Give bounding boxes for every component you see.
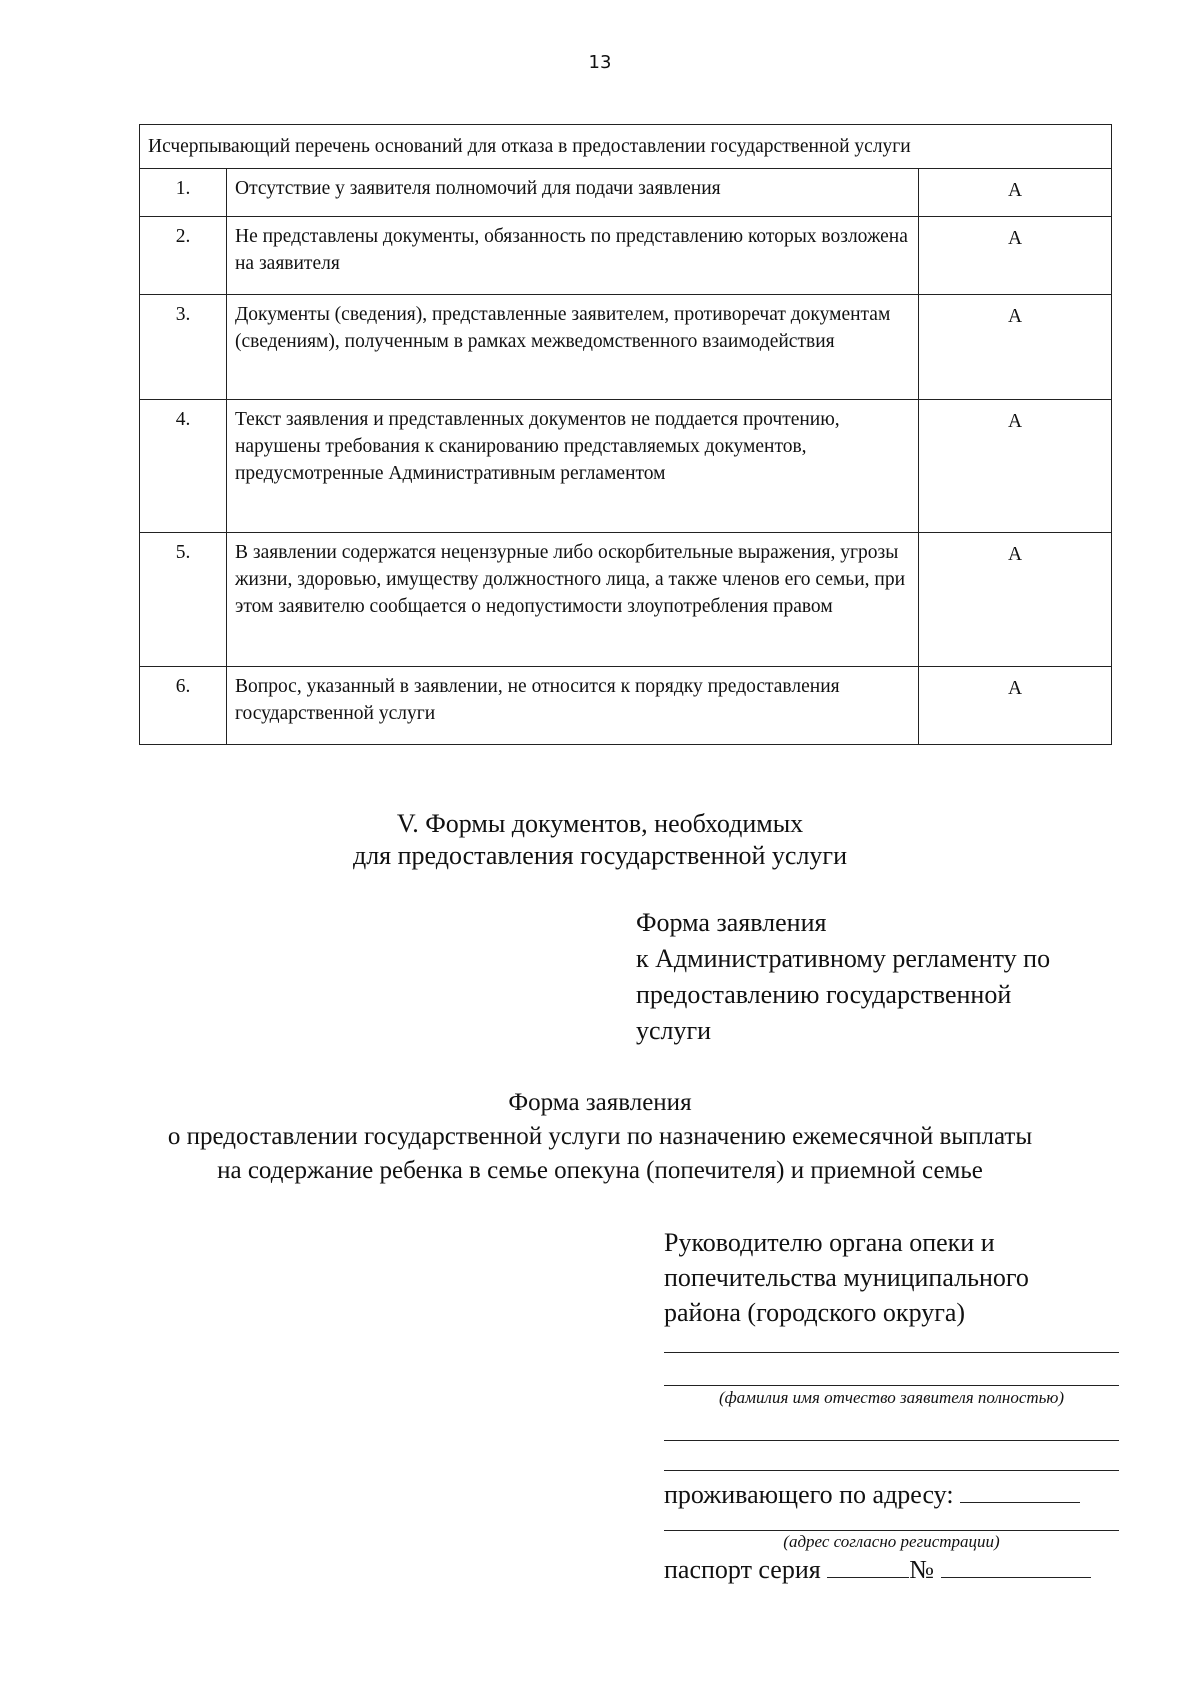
row-text: Вопрос, указанный в заявлении, не относится к порядку предоставления государственной услуги [227, 667, 919, 745]
page-number: 13 [588, 52, 612, 73]
applicant-name-line[interactable] [664, 1385, 1119, 1386]
row-code: А [919, 400, 1112, 533]
table-row [140, 533, 1112, 667]
table-header-row [140, 125, 1112, 169]
addressee-line: района (городского округа) [664, 1298, 966, 1327]
table-row [140, 169, 1112, 217]
table-row [140, 217, 1112, 295]
blank-line[interactable] [664, 1440, 1119, 1441]
address-line[interactable] [664, 1530, 1119, 1531]
refusal-grounds-table [139, 124, 1112, 745]
passport-row [664, 1553, 1124, 1586]
row-text: Не представлены документы, обязанность по представлению которых возложена на заявителя [227, 217, 919, 295]
passport-number-label: № [909, 1555, 935, 1584]
blank-line[interactable] [664, 1470, 1119, 1471]
row-number: 6. [140, 667, 227, 745]
row-text: В заявлении содержатся нецензурные либо оскорбительные выражения, угрозы жизни, здоровью, имуществу должностного лица, а также членов его семьи, при этом заявителю сообщается о недопустимости злоупотребления правом [227, 533, 919, 667]
annex-line: Форма заявления [636, 908, 827, 937]
addressee-line: Руководителю органа опеки и [664, 1228, 995, 1257]
addressee-line: попечительства муниципального [664, 1263, 1029, 1292]
row-code: А [919, 533, 1112, 667]
passport-series-label: паспорт серия [664, 1555, 821, 1584]
address-row [664, 1478, 1124, 1511]
row-number: 2. [140, 217, 227, 295]
row-text: Отсутствие у заявителя полномочий для подачи заявления [227, 169, 919, 217]
address-caption: (адрес согласно регистрации) [783, 1532, 1000, 1551]
address-label: проживающего по адресу: [664, 1480, 954, 1509]
annex-line: услуги [636, 1016, 712, 1045]
form-title-line: на содержание ребенка в семье опекуна (попечителя) и приемной семье [217, 1157, 983, 1184]
applicant-name-line[interactable] [664, 1352, 1119, 1353]
table-header: Исчерпывающий перечень оснований для отказа в предоставлении государственной услуги [140, 125, 1112, 169]
row-number: 3. [140, 295, 227, 400]
form-title-line: о предоставлении государственной услуги по назначению ежемесячной выплаты [167, 1123, 1033, 1150]
annex-line: предоставлению государственной [636, 980, 1012, 1009]
table-row [140, 295, 1112, 400]
row-number: 4. [140, 400, 227, 533]
passport-series-field[interactable] [827, 1553, 909, 1578]
addressee-block [664, 1225, 1124, 1330]
row-code: А [919, 217, 1112, 295]
passport-number-field[interactable] [941, 1553, 1091, 1578]
row-text: Текст заявления и представленных документов не поддается прочтению, нарушены требования к сканированию представляемых документов, предусмотренные Административным регламентом [227, 400, 919, 533]
section-title-line: V. Формы документов, необходимых [396, 809, 804, 838]
row-code: А [919, 295, 1112, 400]
fio-caption: (фамилия имя отчество заявителя полностью) [718, 1388, 1065, 1407]
annex-note [636, 905, 1106, 1049]
form-title [0, 1086, 1200, 1188]
address-field[interactable] [960, 1478, 1080, 1503]
row-code: А [919, 169, 1112, 217]
table-row [140, 400, 1112, 533]
form-title-line: Форма заявления [508, 1089, 692, 1116]
annex-line: к Административному регламенту по [636, 944, 1051, 973]
table-row [140, 667, 1112, 745]
section-title-line: для предоставления государственной услуги [352, 841, 848, 870]
row-text: Документы (сведения), представленные заявителем, противоречат документам (сведениям), полученным в рамках межведомственного взаимодействия [227, 295, 919, 400]
row-number: 1. [140, 169, 227, 217]
row-code: А [919, 667, 1112, 745]
row-number: 5. [140, 533, 227, 667]
section-title [0, 808, 1200, 872]
